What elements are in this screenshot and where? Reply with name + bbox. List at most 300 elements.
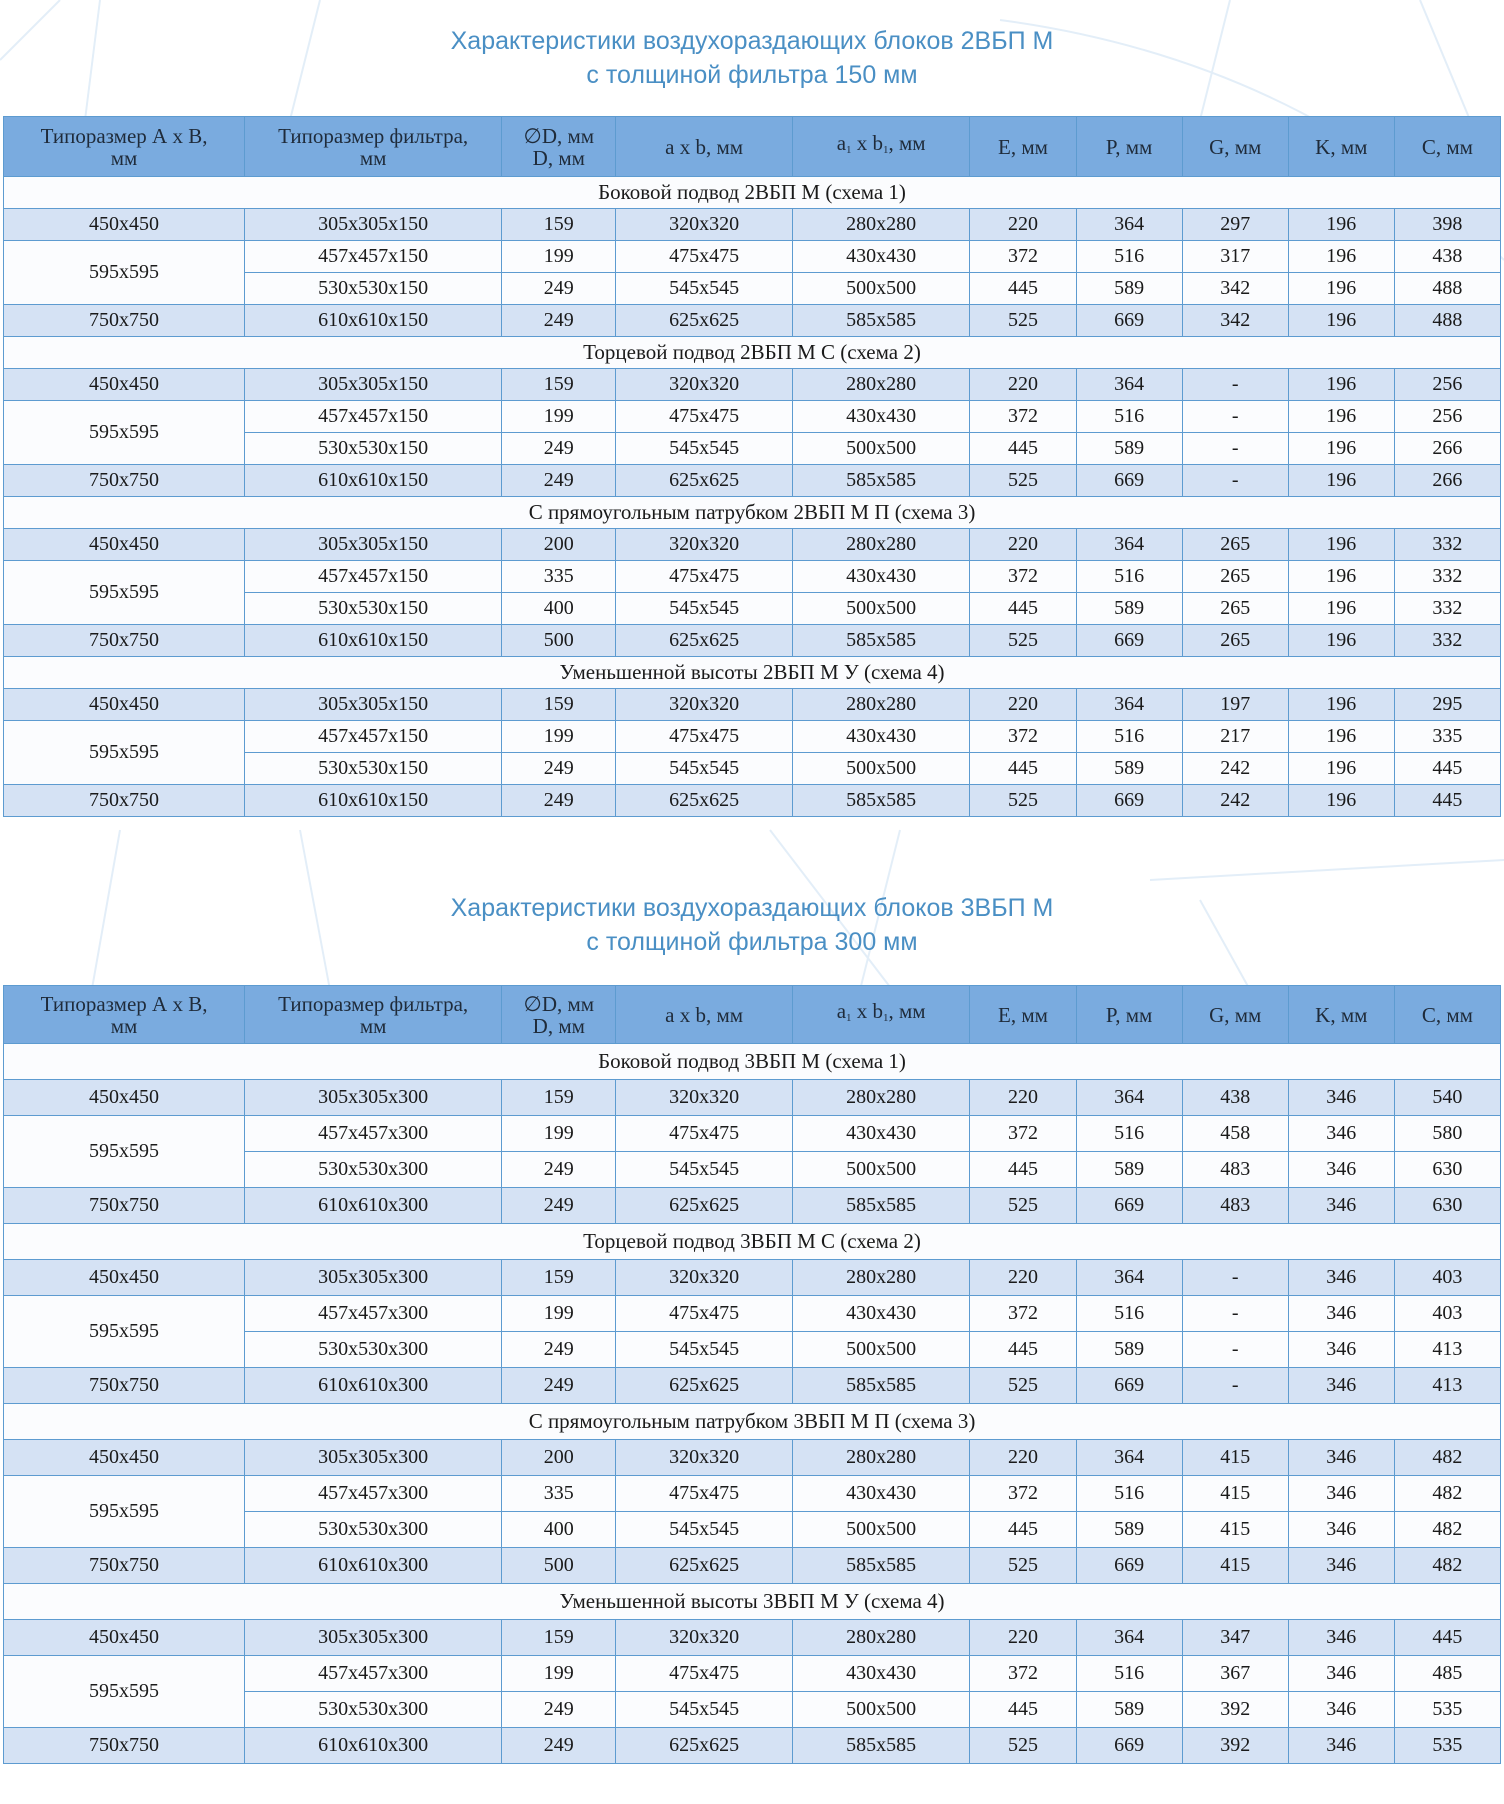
header-p: P, мм <box>1076 117 1182 177</box>
cell-a1b1: 500x500 <box>792 1152 970 1188</box>
cell-diameter: 159 <box>502 689 616 721</box>
cell-e: 372 <box>970 721 1076 753</box>
cell-c: 482 <box>1394 1548 1500 1584</box>
cell-e: 445 <box>970 273 1076 305</box>
cell-g: 265 <box>1182 561 1288 593</box>
cell-filter-size: 530x530x300 <box>245 1692 502 1728</box>
cell-g: - <box>1182 401 1288 433</box>
cell-p: 364 <box>1076 1440 1182 1476</box>
cell-e: 445 <box>970 753 1076 785</box>
cell-a1b1: 280x280 <box>792 209 970 241</box>
cell-a1b1: 280x280 <box>792 1260 970 1296</box>
cell-filter-size: 530x530x150 <box>245 273 502 305</box>
table-row <box>4 1080 1501 1116</box>
cell-e: 525 <box>970 465 1076 497</box>
cell-c: 266 <box>1394 465 1500 497</box>
cell-typesize: 750x750 <box>4 1188 245 1224</box>
cell-diameter: 500 <box>502 1548 616 1584</box>
cell-a1b1: 585x585 <box>792 1368 970 1404</box>
cell-filter-size: 610x610x150 <box>245 305 502 337</box>
cell-filter-size: 610x610x150 <box>245 785 502 817</box>
section-row <box>4 177 1501 209</box>
cell-e: 372 <box>970 241 1076 273</box>
cell-a1b1: 430x430 <box>792 1116 970 1152</box>
cell-p: 669 <box>1076 465 1182 497</box>
cell-c: 332 <box>1394 529 1500 561</box>
cell-ab: 320x320 <box>616 1260 792 1296</box>
cell-p: 589 <box>1076 753 1182 785</box>
cell-filter-size: 457x457x300 <box>245 1116 502 1152</box>
cell-k: 196 <box>1288 305 1394 337</box>
cell-diameter: 199 <box>502 1116 616 1152</box>
cell-g: 297 <box>1182 209 1288 241</box>
cell-ab: 625x625 <box>616 785 792 817</box>
cell-p: 669 <box>1076 625 1182 657</box>
cell-diameter: 249 <box>502 1332 616 1368</box>
cell-filter-size: 530x530x150 <box>245 433 502 465</box>
cell-diameter: 199 <box>502 1296 616 1332</box>
cell-c: 535 <box>1394 1728 1500 1764</box>
cell-e: 525 <box>970 1368 1076 1404</box>
cell-a1b1: 430x430 <box>792 1476 970 1512</box>
table-row <box>4 241 1501 273</box>
cell-a1b1: 430x430 <box>792 1296 970 1332</box>
cell-typesize: 595x595 <box>4 1476 245 1548</box>
cell-a1b1: 585x585 <box>792 1188 970 1224</box>
cell-e: 525 <box>970 785 1076 817</box>
section-label: Торцевой подвод 2ВБП М С (схема 2) <box>4 337 1501 369</box>
header-e: E, мм <box>970 117 1076 177</box>
cell-typesize: 450x450 <box>4 1440 245 1476</box>
table-row <box>4 1476 1501 1512</box>
header-g: G, мм <box>1182 986 1288 1044</box>
cell-k: 346 <box>1288 1080 1394 1116</box>
cell-k: 346 <box>1288 1548 1394 1584</box>
cell-g: 483 <box>1182 1188 1288 1224</box>
cell-e: 372 <box>970 561 1076 593</box>
cell-typesize: 450x450 <box>4 1260 245 1296</box>
cell-a1b1: 280x280 <box>792 1620 970 1656</box>
cell-k: 196 <box>1288 209 1394 241</box>
cell-filter-size: 305x305x150 <box>245 369 502 401</box>
header-diameter: ∅D, мм D, мм <box>502 117 616 177</box>
cell-c: 256 <box>1394 369 1500 401</box>
cell-filter-size: 457x457x300 <box>245 1296 502 1332</box>
cell-k: 196 <box>1288 529 1394 561</box>
cell-filter-size: 610x610x150 <box>245 625 502 657</box>
table-row <box>4 1440 1501 1476</box>
header-e: E, мм <box>970 986 1076 1044</box>
cell-ab: 320x320 <box>616 1440 792 1476</box>
cell-g: - <box>1182 433 1288 465</box>
cell-e: 220 <box>970 1620 1076 1656</box>
cell-g: 415 <box>1182 1548 1288 1584</box>
cell-g: - <box>1182 1296 1288 1332</box>
cell-k: 196 <box>1288 433 1394 465</box>
cell-filter-size: 530x530x150 <box>245 593 502 625</box>
cell-typesize: 750x750 <box>4 1368 245 1404</box>
cell-c: 445 <box>1394 1620 1500 1656</box>
cell-filter-size: 457x457x150 <box>245 401 502 433</box>
table-row <box>4 369 1501 401</box>
cell-c: 485 <box>1394 1656 1500 1692</box>
cell-c: 332 <box>1394 561 1500 593</box>
cell-g: 317 <box>1182 241 1288 273</box>
table-row <box>4 209 1501 241</box>
cell-c: 438 <box>1394 241 1500 273</box>
cell-filter-size: 530x530x150 <box>245 753 502 785</box>
cell-a1b1: 500x500 <box>792 753 970 785</box>
cell-p: 364 <box>1076 689 1182 721</box>
cell-e: 445 <box>970 1152 1076 1188</box>
section-row <box>4 497 1501 529</box>
cell-diameter: 199 <box>502 1656 616 1692</box>
cell-g: 415 <box>1182 1512 1288 1548</box>
cell-a1b1: 430x430 <box>792 721 970 753</box>
cell-g: 342 <box>1182 273 1288 305</box>
cell-p: 516 <box>1076 1656 1182 1692</box>
cell-e: 372 <box>970 1656 1076 1692</box>
cell-typesize: 595x595 <box>4 1656 245 1728</box>
cell-e: 220 <box>970 1080 1076 1116</box>
cell-filter-size: 610x610x300 <box>245 1188 502 1224</box>
section-label: Уменьшенной высоты 3ВБП М У (схема 4) <box>4 1584 1501 1620</box>
cell-diameter: 159 <box>502 209 616 241</box>
cell-typesize: 450x450 <box>4 209 245 241</box>
cell-a1b1: 585x585 <box>792 465 970 497</box>
cell-a1b1: 585x585 <box>792 1728 970 1764</box>
title-line-2: с толщиной фильтра 150 мм <box>586 61 918 89</box>
cell-diameter: 249 <box>502 305 616 337</box>
cell-typesize: 450x450 <box>4 1080 245 1116</box>
cell-a1b1: 280x280 <box>792 1440 970 1476</box>
cell-diameter: 200 <box>502 1440 616 1476</box>
cell-g: 242 <box>1182 785 1288 817</box>
cell-p: 589 <box>1076 1152 1182 1188</box>
title-line-1: Характеристики воздухораздающих блоков 2ВБП М <box>450 27 1054 55</box>
cell-k: 346 <box>1288 1296 1394 1332</box>
spec-table-2vbp <box>3 116 1501 817</box>
cell-p: 364 <box>1076 1620 1182 1656</box>
section-row <box>4 1044 1501 1080</box>
cell-ab: 475x475 <box>616 561 792 593</box>
cell-g: 265 <box>1182 625 1288 657</box>
table-row <box>4 1116 1501 1152</box>
header-k: K, мм <box>1288 117 1394 177</box>
cell-diameter: 249 <box>502 433 616 465</box>
cell-diameter: 249 <box>502 273 616 305</box>
cell-g: 392 <box>1182 1692 1288 1728</box>
cell-c: 295 <box>1394 689 1500 721</box>
cell-k: 346 <box>1288 1692 1394 1728</box>
cell-e: 372 <box>970 401 1076 433</box>
cell-typesize: 750x750 <box>4 1548 245 1584</box>
table-row <box>4 401 1501 433</box>
cell-p: 589 <box>1076 1512 1182 1548</box>
cell-diameter: 249 <box>502 1692 616 1728</box>
cell-e: 445 <box>970 433 1076 465</box>
cell-typesize: 750x750 <box>4 305 245 337</box>
cell-filter-size: 457x457x300 <box>245 1476 502 1512</box>
cell-a1b1: 280x280 <box>792 689 970 721</box>
cell-g: 392 <box>1182 1728 1288 1764</box>
cell-k: 196 <box>1288 561 1394 593</box>
header-filter-size: Типоразмер фильтра, мм <box>245 986 502 1044</box>
cell-c: 266 <box>1394 433 1500 465</box>
cell-p: 669 <box>1076 1548 1182 1584</box>
cell-filter-size: 530x530x300 <box>245 1512 502 1548</box>
cell-typesize: 595x595 <box>4 241 245 305</box>
table-row <box>4 1296 1501 1332</box>
cell-filter-size: 305x305x150 <box>245 529 502 561</box>
cell-a1b1: 430x430 <box>792 561 970 593</box>
cell-k: 196 <box>1288 625 1394 657</box>
cell-filter-size: 610x610x300 <box>245 1548 502 1584</box>
cell-ab: 545x545 <box>616 273 792 305</box>
table-row <box>4 561 1501 593</box>
cell-p: 669 <box>1076 1188 1182 1224</box>
cell-e: 220 <box>970 1440 1076 1476</box>
cell-filter-size: 457x457x150 <box>245 721 502 753</box>
cell-p: 589 <box>1076 593 1182 625</box>
table-row <box>4 529 1501 561</box>
section-label: Торцевой подвод 3ВБП М С (схема 2) <box>4 1224 1501 1260</box>
header-a1b1: $a_1$ x $b_1$, мм <box>792 117 970 177</box>
cell-k: 346 <box>1288 1440 1394 1476</box>
cell-c: 580 <box>1394 1116 1500 1152</box>
cell-filter-size: 610x610x300 <box>245 1728 502 1764</box>
title-line-1: Характеристики воздухораздающих блоков 3ВБП М <box>450 894 1054 922</box>
cell-a1b1: 585x585 <box>792 305 970 337</box>
cell-k: 196 <box>1288 273 1394 305</box>
cell-a1b1: 500x500 <box>792 1332 970 1368</box>
cell-diameter: 400 <box>502 593 616 625</box>
cell-c: 482 <box>1394 1476 1500 1512</box>
cell-g: 415 <box>1182 1440 1288 1476</box>
cell-filter-size: 530x530x300 <box>245 1332 502 1368</box>
cell-e: 220 <box>970 209 1076 241</box>
cell-g: 342 <box>1182 305 1288 337</box>
cell-e: 372 <box>970 1296 1076 1332</box>
cell-filter-size: 305x305x150 <box>245 689 502 721</box>
cell-filter-size: 305x305x150 <box>245 209 502 241</box>
cell-typesize: 595x595 <box>4 721 245 785</box>
cell-a1b1: 500x500 <box>792 1692 970 1728</box>
cell-diameter: 249 <box>502 785 616 817</box>
table-row <box>4 1188 1501 1224</box>
header-diameter: ∅D, мм D, мм <box>502 986 616 1044</box>
table-2-title <box>0 891 1504 959</box>
cell-c: 413 <box>1394 1332 1500 1368</box>
cell-c: 403 <box>1394 1296 1500 1332</box>
section-row <box>4 1584 1501 1620</box>
cell-diameter: 199 <box>502 241 616 273</box>
cell-k: 346 <box>1288 1512 1394 1548</box>
cell-g: 265 <box>1182 529 1288 561</box>
table-row <box>4 305 1501 337</box>
cell-p: 516 <box>1076 241 1182 273</box>
cell-p: 364 <box>1076 529 1182 561</box>
cell-ab: 545x545 <box>616 1332 792 1368</box>
cell-k: 196 <box>1288 785 1394 817</box>
cell-ab: 625x625 <box>616 1548 792 1584</box>
section-row <box>4 337 1501 369</box>
cell-g: 347 <box>1182 1620 1288 1656</box>
cell-typesize: 450x450 <box>4 1620 245 1656</box>
cell-ab: 625x625 <box>616 305 792 337</box>
cell-a1b1: 280x280 <box>792 529 970 561</box>
cell-a1b1: 500x500 <box>792 433 970 465</box>
cell-g: 217 <box>1182 721 1288 753</box>
cell-p: 589 <box>1076 433 1182 465</box>
table-row <box>4 1656 1501 1692</box>
cell-e: 525 <box>970 1548 1076 1584</box>
cell-e: 220 <box>970 369 1076 401</box>
cell-p: 364 <box>1076 369 1182 401</box>
cell-e: 525 <box>970 1188 1076 1224</box>
header-p: P, мм <box>1076 986 1182 1044</box>
section-label: Боковой подвод 3ВБП М (схема 1) <box>4 1044 1501 1080</box>
section-label: Боковой подвод 2ВБП М (схема 1) <box>4 177 1501 209</box>
cell-filter-size: 457x457x300 <box>245 1656 502 1692</box>
cell-filter-size: 305x305x300 <box>245 1260 502 1296</box>
cell-typesize: 595x595 <box>4 401 245 465</box>
header-a1b1: $a_1$ x $b_1$, мм <box>792 986 970 1044</box>
table-1-title <box>0 24 1504 92</box>
cell-diameter: 199 <box>502 401 616 433</box>
cell-ab: 475x475 <box>616 1296 792 1332</box>
cell-diameter: 249 <box>502 1152 616 1188</box>
cell-ab: 545x545 <box>616 433 792 465</box>
spec-table-3vbp <box>3 985 1501 1764</box>
cell-c: 335 <box>1394 721 1500 753</box>
cell-diameter: 500 <box>502 625 616 657</box>
cell-k: 346 <box>1288 1620 1394 1656</box>
cell-diameter: 400 <box>502 1512 616 1548</box>
cell-diameter: 249 <box>502 1188 616 1224</box>
header-g: G, мм <box>1182 117 1288 177</box>
cell-ab: 320x320 <box>616 1620 792 1656</box>
cell-g: 438 <box>1182 1080 1288 1116</box>
cell-g: 265 <box>1182 593 1288 625</box>
cell-ab: 545x545 <box>616 1692 792 1728</box>
header-c: C, мм <box>1394 986 1500 1044</box>
cell-k: 196 <box>1288 369 1394 401</box>
cell-e: 445 <box>970 593 1076 625</box>
cell-e: 445 <box>970 1692 1076 1728</box>
cell-p: 516 <box>1076 1116 1182 1152</box>
cell-p: 589 <box>1076 273 1182 305</box>
cell-ab: 545x545 <box>616 753 792 785</box>
cell-g: 197 <box>1182 689 1288 721</box>
cell-filter-size: 305x305x300 <box>245 1620 502 1656</box>
cell-c: 398 <box>1394 209 1500 241</box>
cell-diameter: 199 <box>502 721 616 753</box>
cell-ab: 320x320 <box>616 369 792 401</box>
cell-c: 413 <box>1394 1368 1500 1404</box>
cell-e: 525 <box>970 1728 1076 1764</box>
cell-a1b1: 500x500 <box>792 1512 970 1548</box>
header-ab: a x b, мм <box>616 117 792 177</box>
cell-ab: 320x320 <box>616 1080 792 1116</box>
cell-g: 415 <box>1182 1476 1288 1512</box>
cell-g: 242 <box>1182 753 1288 785</box>
table-row <box>4 625 1501 657</box>
cell-p: 364 <box>1076 1080 1182 1116</box>
cell-e: 220 <box>970 529 1076 561</box>
cell-p: 516 <box>1076 401 1182 433</box>
cell-p: 669 <box>1076 1728 1182 1764</box>
section-row <box>4 1224 1501 1260</box>
section-label: С прямоугольным патрубком 2ВБП М П (схема 3) <box>4 497 1501 529</box>
cell-diameter: 335 <box>502 561 616 593</box>
cell-diameter: 249 <box>502 753 616 785</box>
cell-c: 403 <box>1394 1260 1500 1296</box>
cell-a1b1: 500x500 <box>792 593 970 625</box>
cell-ab: 625x625 <box>616 465 792 497</box>
table-row <box>4 1728 1501 1764</box>
cell-k: 346 <box>1288 1368 1394 1404</box>
header-typesize: Типоразмер А х В, мм <box>4 986 245 1044</box>
cell-filter-size: 305x305x300 <box>245 1080 502 1116</box>
cell-k: 346 <box>1288 1728 1394 1764</box>
cell-c: 630 <box>1394 1188 1500 1224</box>
header-c: C, мм <box>1394 117 1500 177</box>
table-row <box>4 689 1501 721</box>
cell-filter-size: 457x457x150 <box>245 241 502 273</box>
cell-k: 196 <box>1288 593 1394 625</box>
cell-k: 196 <box>1288 401 1394 433</box>
cell-a1b1: 430x430 <box>792 1656 970 1692</box>
cell-typesize: 750x750 <box>4 785 245 817</box>
cell-filter-size: 530x530x300 <box>245 1152 502 1188</box>
cell-k: 346 <box>1288 1260 1394 1296</box>
cell-filter-size: 457x457x150 <box>245 561 502 593</box>
cell-ab: 475x475 <box>616 721 792 753</box>
cell-typesize: 450x450 <box>4 529 245 561</box>
cell-p: 516 <box>1076 1296 1182 1332</box>
cell-g: 458 <box>1182 1116 1288 1152</box>
cell-diameter: 159 <box>502 1260 616 1296</box>
header-filter-size: Типоразмер фильтра, мм <box>245 117 502 177</box>
cell-k: 196 <box>1288 241 1394 273</box>
cell-p: 516 <box>1076 721 1182 753</box>
cell-ab: 625x625 <box>616 1188 792 1224</box>
cell-a1b1: 585x585 <box>792 785 970 817</box>
cell-c: 535 <box>1394 1692 1500 1728</box>
table-row <box>4 1620 1501 1656</box>
header-ab: a x b, мм <box>616 986 792 1044</box>
cell-k: 196 <box>1288 721 1394 753</box>
cell-e: 525 <box>970 625 1076 657</box>
cell-c: 332 <box>1394 625 1500 657</box>
cell-typesize: 595x595 <box>4 561 245 625</box>
cell-ab: 475x475 <box>616 1476 792 1512</box>
table-row <box>4 1368 1501 1404</box>
cell-c: 445 <box>1394 785 1500 817</box>
cell-p: 364 <box>1076 209 1182 241</box>
cell-diameter: 159 <box>502 369 616 401</box>
cell-diameter: 249 <box>502 465 616 497</box>
table-row <box>4 465 1501 497</box>
cell-diameter: 335 <box>502 1476 616 1512</box>
cell-diameter: 249 <box>502 1368 616 1404</box>
cell-ab: 475x475 <box>616 401 792 433</box>
cell-p: 669 <box>1076 1368 1182 1404</box>
cell-k: 346 <box>1288 1116 1394 1152</box>
cell-k: 346 <box>1288 1188 1394 1224</box>
cell-p: 589 <box>1076 1332 1182 1368</box>
